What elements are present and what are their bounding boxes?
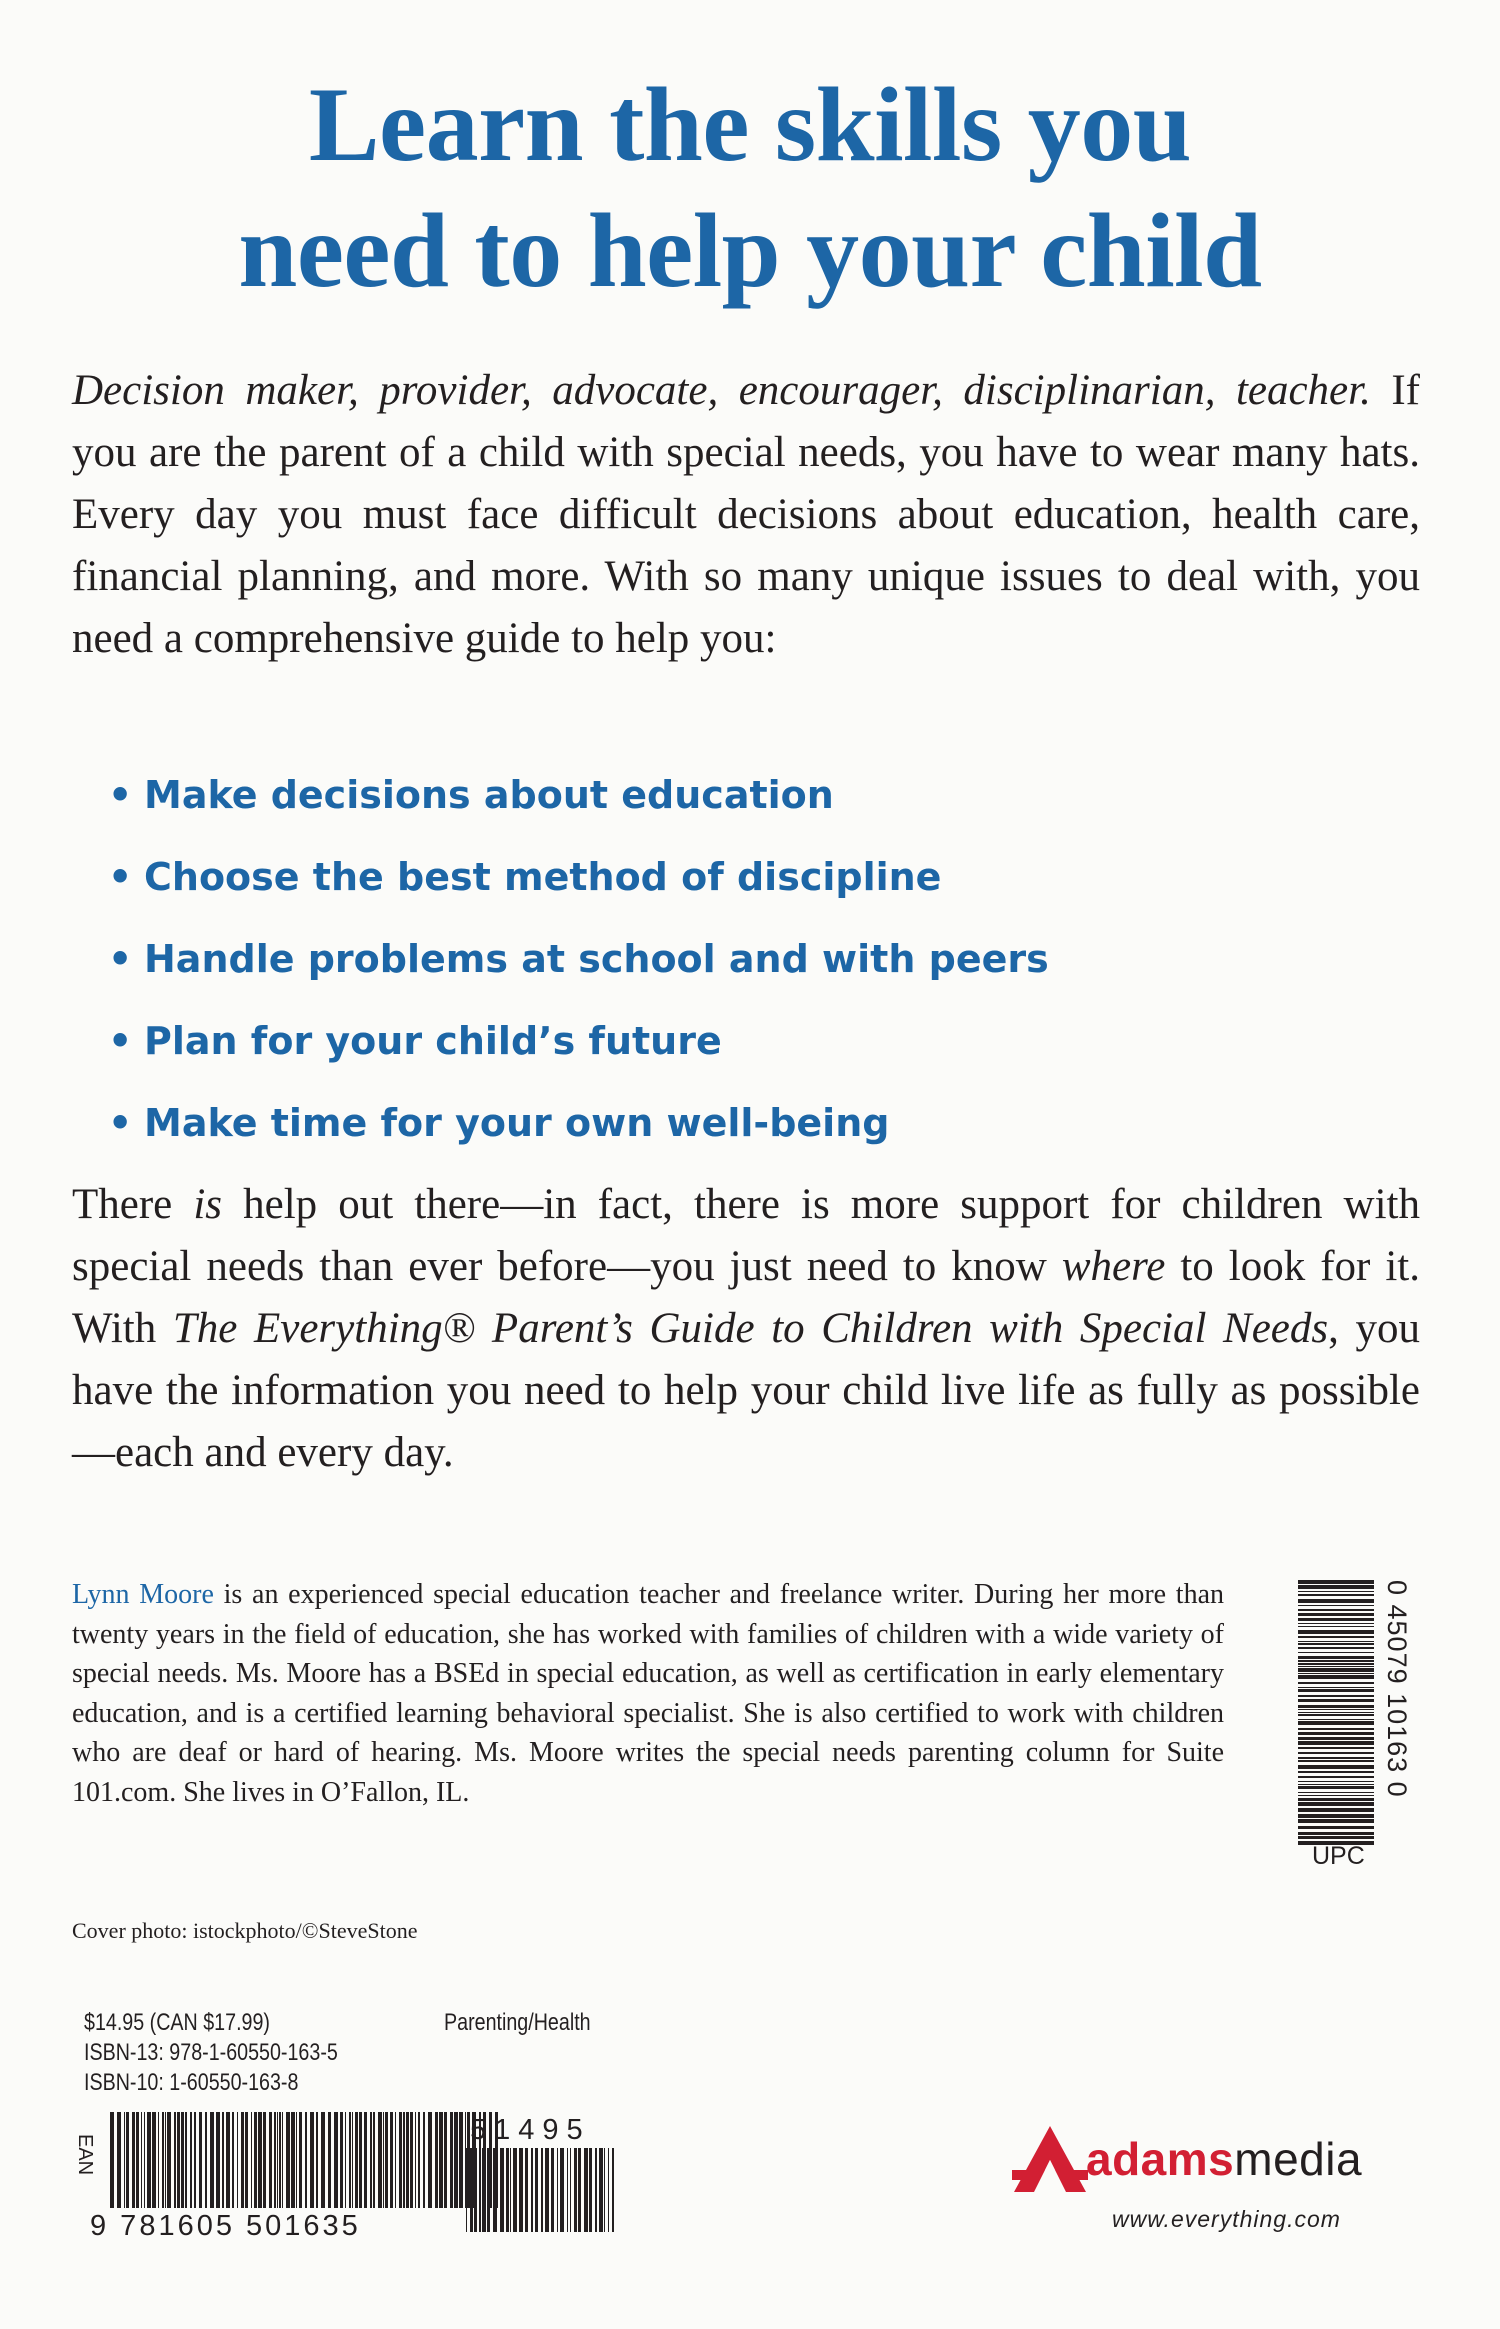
barcode-stripe — [557, 2148, 558, 2232]
barcode-stripe — [450, 2112, 453, 2208]
upc-label: UPC — [1312, 1842, 1365, 1870]
barcode-stripe — [147, 2112, 151, 2208]
barcode-stripe — [470, 2148, 473, 2232]
barcode-stripe — [1298, 1721, 1374, 1725]
headline-line-1: Learn the skills you — [308, 66, 1192, 183]
barcode-stripe — [334, 2112, 338, 2208]
bio-text: is an experienced special education teacher and freelance writer. During her more than twenty years in the field of education, she has worked with families of children with a wide variety of special needs. Ms. Moore has a BSEd in special education, as well as certification in early elementary education, and is a certified learning behavioral specialist. She is also certified to work with children who are deaf or hard of hearing. Ms. Moore writes the special needs parenting column for Suite 101.com. She lives in O’Fallon, IL. — [72, 1579, 1224, 1808]
ean-label: EAN — [74, 2134, 96, 2176]
book-title: The Everything® Parent’s Guide to Children with Special Needs — [172, 1305, 1329, 1352]
upc-digits: 0 45079 10163 0 — [1382, 1580, 1412, 1798]
barcode-stripe — [1298, 1613, 1374, 1616]
barcode-stripe — [466, 2148, 467, 2232]
barcode-stripe — [531, 2148, 533, 2232]
bullet-dot-icon: • — [108, 1019, 133, 1063]
barcode-stripe — [241, 2112, 244, 2208]
barcode-stripe — [1298, 1712, 1374, 1713]
barcode-stripe — [1298, 1732, 1374, 1735]
barcode-stripe — [1298, 1760, 1374, 1762]
barcode-stripe — [340, 2112, 343, 2208]
barcode-stripe — [226, 2112, 230, 2208]
barcode-stripe — [595, 2148, 597, 2232]
bullet-dot-icon: • — [108, 1101, 133, 1145]
barcode-stripe — [1298, 1792, 1374, 1793]
barcode-stripe — [535, 2148, 538, 2232]
barcode-stripe — [482, 2148, 486, 2232]
barcode-stripe — [1298, 1591, 1374, 1592]
barcode-stripe — [162, 2112, 164, 2208]
barcode-stripe — [1298, 1641, 1374, 1642]
adams-a-logo-icon — [1012, 2124, 1088, 2194]
barcode-stripe — [1298, 1832, 1374, 1835]
barcode-stripe — [423, 2112, 425, 2208]
barcode-stripe — [599, 2148, 603, 2232]
list-item: • Choose the best method of discipline — [108, 842, 1308, 924]
barcode-stripe — [1298, 1757, 1374, 1759]
barcode-stripe — [305, 2112, 307, 2208]
barcode-stripe — [1298, 1605, 1374, 1606]
barcode-stripe — [1298, 1737, 1374, 1740]
barcode-stripe — [199, 2112, 202, 2208]
ean-barcode — [76, 2112, 636, 2242]
barcode-stripe — [232, 2112, 234, 2208]
upc-barcode-bars — [1298, 1580, 1386, 1846]
barcode-stripe — [1298, 1594, 1374, 1596]
benefit-list — [108, 760, 1308, 1170]
barcode-stripe — [560, 2148, 564, 2232]
barcode-stripe — [1298, 1802, 1374, 1806]
barcode-stripe — [251, 2112, 252, 2208]
barcode-stripe — [165, 2112, 166, 2208]
barcode-stripe — [277, 2112, 278, 2208]
ean-digits: 9 781605 501635 — [90, 2210, 361, 2242]
barcode-stripe — [310, 2112, 314, 2208]
barcode-stripe — [237, 2112, 238, 2208]
list-item: • Handle problems at school and with peers — [108, 924, 1308, 1006]
barcode-stripe — [378, 2112, 382, 2208]
barcode-stripe — [578, 2148, 581, 2232]
publisher-wordmark: adamsmedia — [1086, 2133, 1363, 2185]
barcode-stripe — [299, 2112, 302, 2208]
barcode-stripe — [263, 2112, 266, 2208]
list-item: • Plan for your child’s future — [108, 1006, 1308, 1088]
barcode-stripe — [177, 2112, 180, 2208]
barcode-stripe — [1298, 1784, 1374, 1785]
barcode-stripe — [1298, 1747, 1374, 1749]
barcode-stripe — [1298, 1808, 1374, 1812]
barcode-stripe — [525, 2148, 528, 2232]
barcode-stripe — [510, 2148, 511, 2232]
pricing-block — [84, 2008, 338, 2098]
barcode-stripe — [258, 2112, 262, 2208]
intro-text: If you are the parent of a child with special needs, you have to wear many hats. Every day you must face difficult decisions about education, health care, financial planning, and more. With so many unique issues to deal with, you need a comprehensive guide to help you: — [72, 367, 1420, 662]
barcode-stripe — [210, 2112, 214, 2208]
barcode-stripe — [359, 2112, 362, 2208]
barcode-stripe — [345, 2112, 346, 2208]
barcode-stripe — [194, 2112, 196, 2208]
list-item: • Make time for your own well-being — [108, 1088, 1308, 1170]
barcode-stripe — [1298, 1709, 1374, 1710]
barcode-stripe — [254, 2112, 257, 2208]
barcode-stripe — [132, 2112, 135, 2208]
barcode-stripe — [435, 2112, 438, 2208]
barcode-stripe — [279, 2112, 281, 2208]
price: $14.95 (CAN $17.99) — [84, 2009, 270, 2036]
barcode-stripe — [1298, 1647, 1374, 1649]
barcode-stripe — [608, 2148, 609, 2232]
barcode-stripe — [1298, 1786, 1374, 1789]
barcode-stripe — [1298, 1636, 1374, 1638]
emphasis-where: where — [1061, 1243, 1166, 1290]
barcode-stripe — [126, 2112, 129, 2208]
barcode-stripe — [1298, 1668, 1374, 1672]
barcode-stripe — [1298, 1795, 1374, 1796]
barcode-stripe — [316, 2112, 318, 2208]
barcode-stripe — [1298, 1580, 1374, 1584]
barcode-stripe — [513, 2148, 517, 2232]
barcode-stripe — [459, 2112, 463, 2208]
publisher-url: www.everything.com — [1112, 2206, 1341, 2232]
barcode-stripe — [117, 2112, 121, 2208]
ean-addon-digits: 51495 — [470, 2114, 591, 2146]
barcode-stripe — [1298, 1699, 1374, 1702]
barcode-stripe — [181, 2112, 184, 2208]
bullet-dot-icon: • — [108, 855, 133, 899]
barcode-stripe — [352, 2112, 353, 2208]
barcode-stripe — [1298, 1836, 1374, 1839]
barcode-stripe — [1298, 1776, 1374, 1778]
barcode-stripe — [551, 2148, 554, 2232]
barcode-stripe — [545, 2148, 549, 2232]
upc-barcode — [1298, 1580, 1418, 1880]
barcode-stripe — [167, 2112, 171, 2208]
emphasis-is: is — [193, 1181, 223, 1228]
barcode-stripe — [205, 2112, 207, 2208]
barcode-stripe — [1298, 1781, 1374, 1782]
barcode-stripe — [604, 2148, 605, 2232]
barcode-stripe — [373, 2112, 375, 2208]
barcode-stripe — [454, 2112, 458, 2208]
intro-roles: Decision maker, provider, advocate, encourager, disciplinarian, teacher. — [72, 367, 1371, 414]
barcode-stripe — [390, 2112, 393, 2208]
barcode-stripe — [1298, 1771, 1374, 1773]
barcode-stripe — [269, 2112, 272, 2208]
barcode-stripe — [1298, 1609, 1374, 1611]
barcode-stripe — [282, 2112, 283, 2208]
barcode-stripe — [1298, 1652, 1374, 1653]
barcode-stripe — [1298, 1741, 1374, 1745]
category-label: Parenting/Health — [444, 2009, 591, 2036]
barcode-stripe — [274, 2112, 276, 2208]
barcode-stripe — [541, 2148, 543, 2232]
barcode-stripe — [1298, 1666, 1374, 1667]
barcode-stripe — [136, 2112, 139, 2208]
barcode-stripe — [185, 2112, 187, 2208]
barcode-stripe — [296, 2112, 297, 2208]
photo-credit: Cover photo: istockphoto/©SteveStone — [72, 1918, 418, 1943]
barcode-stripe — [1298, 1675, 1374, 1679]
barcode-stripe — [1298, 1826, 1374, 1829]
barcode-stripe — [190, 2112, 192, 2208]
barcode-stripe — [349, 2112, 351, 2208]
isbn-13: ISBN-13: 978-1-60550-163-5 — [84, 2039, 338, 2066]
barcode-stripe — [1298, 1714, 1374, 1716]
closing-paragraph: There is help out there—in fact, there is more support for children with special needs than ever before—you just need to know where to look for it. With The Everything® Parent’s Guide to Children with Special Needs, you have the information you need to help your child live life as fully as possible—each and every day. — [72, 1181, 1420, 1476]
barcode-stripe — [1298, 1630, 1374, 1634]
barcode-stripe — [141, 2112, 142, 2208]
barcode-stripe — [110, 2112, 114, 2208]
barcode-stripe — [1298, 1585, 1374, 1589]
barcode-stripe — [364, 2112, 367, 2208]
barcode-stripe — [152, 2112, 156, 2208]
barcode-stripe — [124, 2112, 125, 2208]
barcode-stripe — [589, 2148, 592, 2232]
ean-addon-bars — [466, 2148, 616, 2232]
barcode-stripe — [444, 2112, 447, 2208]
barcode-stripe — [1298, 1682, 1374, 1684]
barcode-stripe — [383, 2112, 384, 2208]
bullet-dot-icon: • — [108, 937, 133, 981]
barcode-stripe — [1298, 1705, 1374, 1708]
author-name: Lynn Moore — [72, 1579, 214, 1610]
barcode-stripe — [1298, 1660, 1374, 1662]
barcode-stripe — [328, 2112, 331, 2208]
barcode-stripe — [370, 2112, 372, 2208]
barcode-stripe — [574, 2148, 577, 2232]
isbn-10: ISBN-10: 1-60550-163-8 — [84, 2069, 299, 2096]
barcode-stripe — [1298, 1626, 1374, 1627]
barcode-stripe — [399, 2112, 402, 2208]
barcode-stripe — [1298, 1798, 1374, 1801]
barcode-stripe — [1298, 1656, 1374, 1659]
barcode-stripe — [500, 2148, 504, 2232]
barcode-stripe — [1298, 1618, 1374, 1621]
barcode-stripe — [415, 2112, 416, 2208]
barcode-stripe — [1298, 1663, 1374, 1665]
barcode-stripe — [385, 2112, 388, 2208]
bullet-dot-icon: • — [108, 773, 133, 817]
barcode-stripe — [439, 2112, 443, 2208]
barcode-stripe — [418, 2112, 420, 2208]
barcode-stripe — [1298, 1728, 1374, 1730]
barcode-stripe — [245, 2112, 248, 2208]
intro-paragraph — [72, 360, 1420, 670]
barcode-stripe — [1298, 1814, 1374, 1818]
barcode-stripe — [321, 2112, 325, 2208]
barcode-stripe — [1298, 1643, 1374, 1645]
barcode-stripe — [519, 2148, 523, 2232]
list-item: • Make decisions about education — [108, 760, 1308, 842]
headline-line-2: need to help your child — [238, 192, 1262, 309]
barcode-stripe — [474, 2148, 477, 2232]
barcode-stripe — [222, 2112, 224, 2208]
barcode-stripe — [286, 2112, 290, 2208]
barcode-stripe — [395, 2112, 396, 2208]
barcode-stripe — [144, 2112, 145, 2208]
barcode-stripe — [1298, 1623, 1374, 1624]
barcode-stripe — [487, 2148, 490, 2232]
barcode-stripe — [1298, 1819, 1374, 1823]
barcode-stripe — [403, 2112, 405, 2208]
barcode-stripe — [493, 2148, 497, 2232]
barcode-stripe — [584, 2148, 588, 2232]
barcode-stripe — [1298, 1687, 1374, 1688]
barcode-stripe — [1298, 1695, 1374, 1697]
barcode-stripe — [410, 2112, 413, 2208]
publisher-logo — [1012, 2120, 1412, 2240]
barcode-stripe — [428, 2112, 432, 2208]
barcode-stripe — [1298, 1752, 1374, 1754]
barcode-stripe — [158, 2112, 159, 2208]
barcode-stripe — [1298, 1689, 1374, 1692]
barcode-stripe — [1298, 1599, 1374, 1603]
barcode-stripe — [1298, 1765, 1374, 1769]
barcode-stripe — [1298, 1719, 1374, 1720]
barcode-stripe — [355, 2112, 358, 2208]
barcode-stripe — [506, 2148, 509, 2232]
barcode-stripe — [570, 2148, 571, 2232]
barcode-stripe — [567, 2148, 568, 2232]
barcode-stripe — [1298, 1673, 1374, 1674]
barcode-stripe — [174, 2112, 176, 2208]
barcode-stripe — [291, 2112, 295, 2208]
author-bio — [72, 1575, 1224, 1812]
headline — [0, 62, 1500, 314]
barcode-stripe — [479, 2148, 481, 2232]
barcode-stripe — [216, 2112, 220, 2208]
barcode-stripe — [612, 2148, 614, 2232]
barcode-stripe — [406, 2112, 409, 2208]
